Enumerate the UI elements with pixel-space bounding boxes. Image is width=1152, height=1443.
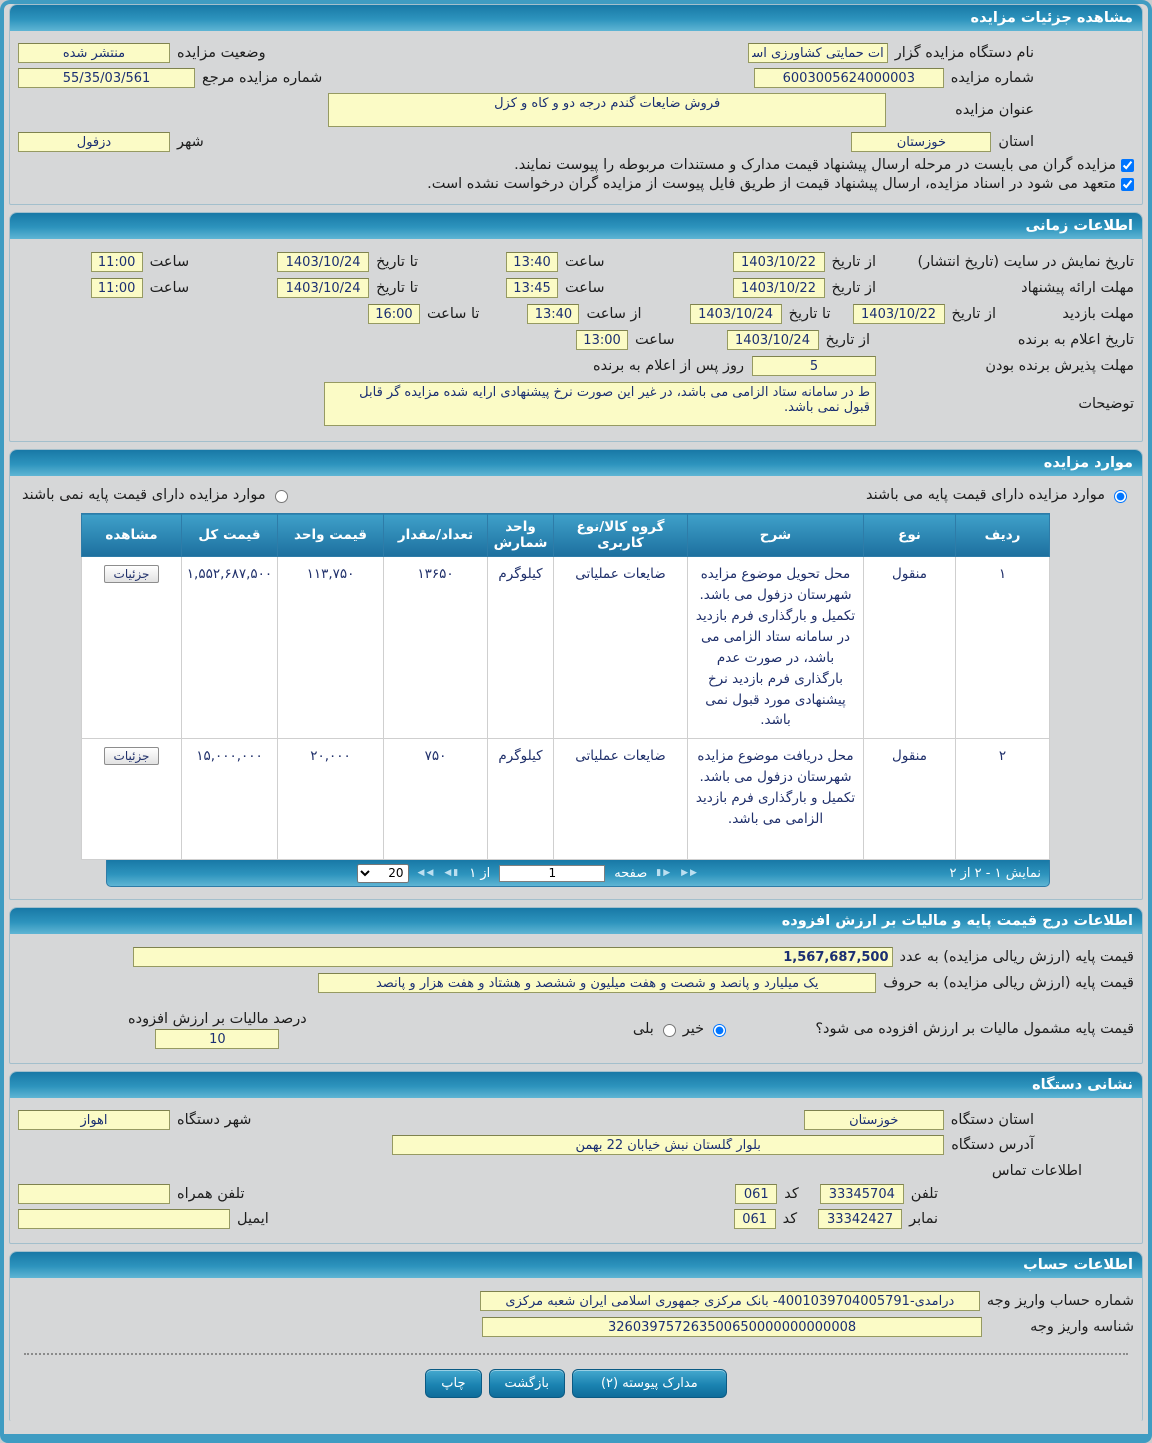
- time-info-title: اطلاعات زمانی: [10, 213, 1142, 239]
- vat-yes-radio[interactable]: [663, 1024, 676, 1037]
- vat-yes-label: بلی: [632, 1021, 654, 1038]
- col-desc: شرح: [688, 514, 864, 557]
- details-button[interactable]: جزئیات: [104, 747, 160, 765]
- pager-next-icon[interactable]: ▶▶: [681, 868, 699, 879]
- winner-announce-date-input[interactable]: [727, 330, 819, 350]
- auction-title-label: عنوان مزایده: [955, 102, 1034, 118]
- fax-label: نمابر: [909, 1211, 938, 1228]
- visit-to-date-input[interactable]: [690, 304, 782, 324]
- publish-to-hour-input[interactable]: [91, 252, 143, 272]
- items-table: [81, 513, 1050, 860]
- section-items: [9, 449, 1143, 900]
- org-address-input[interactable]: [392, 1135, 944, 1155]
- section-account: [9, 1251, 1143, 1421]
- contact-info-label: اطلاعات تماس: [991, 1163, 1082, 1180]
- base-price-words-label: قیمت پایه ‎)‎ارزش ریالی مزایده‎(‎ به حروف: [883, 975, 1134, 992]
- status-label: وضعیت مزایده: [177, 45, 266, 61]
- table-row: ۱ منقول محل تحویل موضوع مزایده شهرستان دزفول می باشد. تکمیل و بارگذاری فرم بازدید در سامانه ستاد الزامی می باشد، در صورت عدم بارگذاری فرم بازدید نرخ پیشنهادی مورد قبول نمی باشد. ضایعات عملیاتی کیلوگرم ۱۳۶۵۰ ۱۱۳,۷۵۰ ۱,۵۵۲,۶۸۷,۵۰۰ جزئیات: [82, 557, 1050, 739]
- vat-percent-input[interactable]: [155, 1029, 279, 1049]
- visit-to-hour-input[interactable]: [368, 304, 420, 324]
- city-input[interactable]: [18, 132, 170, 152]
- page-title: مشاهده جزئیات مزایده: [10, 5, 1142, 31]
- attach-docs-text: مزایده گران می بایست در مرحله ارسال پیشنهاد قیمت مدارک و مستندات مربوطه را پیوست نمایند.: [514, 157, 1116, 173]
- notes-textarea[interactable]: ط در سامانه ستاد الزامی می باشد، در غیر این صورت نرخ پیشنهادی ارایه شده مزایده گر قابل قبول نمی باشد.: [324, 382, 876, 426]
- col-type: نوع: [864, 514, 956, 557]
- no-file-offer-text: متعهد می شود در اسناد مزایده، ارسال پیشنهاد قیمت از طریق فایل پیوست از مزایده گران درخواست نشده است.: [427, 176, 1116, 192]
- col-group: گروه کالا/نوع کاربری: [554, 514, 688, 557]
- status-input[interactable]: [18, 43, 170, 63]
- email-input[interactable]: [18, 1209, 230, 1229]
- account-title: اطلاعات حساب: [10, 1252, 1142, 1278]
- mobile-label: تلفن همراه: [177, 1186, 245, 1203]
- publish-dates-label: تاریخ نمایش در سایت ‎)‎تاریخ انتشار‎(‎: [917, 254, 1134, 270]
- pager-of-label: از ۱: [469, 865, 491, 881]
- pager-page-input[interactable]: [499, 865, 605, 882]
- base-price-words-input[interactable]: [318, 973, 876, 993]
- fax-code-label: کد: [782, 1211, 798, 1228]
- table-row: ۲ منقول محل دریافت موضوع مزایده شهرستان دزفول می باشد. تکمیل و بارگذاری فرم بازدید الزامی می باشد. ضایعات عملیاتی کیلوگرم ۷۵۰ ۲۰,۰۰۰ ۱۵,۰۰۰,۰۰۰ جزئیات: [82, 739, 1050, 860]
- section-general: [9, 4, 1143, 205]
- deposit-id-label: شناسه واریز وجه: [1030, 1319, 1134, 1336]
- visit-deadline-label: مهلت بازدید: [1062, 306, 1134, 322]
- table-pager: [106, 860, 1050, 887]
- section-base-price: [9, 907, 1143, 1064]
- pager-showing-text: نمایش ۱ - ۲ از ۲: [949, 865, 1041, 881]
- has-base-price-radio[interactable]: [1114, 490, 1127, 503]
- offer-to-hour-input[interactable]: [91, 278, 143, 298]
- mobile-input[interactable]: [18, 1184, 170, 1204]
- visit-from-date-input[interactable]: [853, 304, 945, 324]
- org-address-label: آدرس دستگاه: [951, 1137, 1034, 1154]
- org-name-label: نام دستگاه مزایده گزار: [894, 45, 1034, 61]
- province-input[interactable]: [851, 132, 991, 152]
- org-name-input[interactable]: [748, 43, 888, 63]
- publish-from-date-input[interactable]: [733, 252, 825, 272]
- org-city-label: شهر دستگاه: [177, 1112, 252, 1129]
- org-province-input[interactable]: [804, 1110, 944, 1130]
- ref-number-label: شماره مزایده مرجع: [202, 70, 323, 86]
- email-label: ایمیل: [237, 1211, 269, 1228]
- province-label: استان: [998, 134, 1034, 150]
- pager-last-icon[interactable]: ▶▮: [656, 868, 673, 879]
- org-city-input[interactable]: [18, 1110, 170, 1130]
- winner-announce-label: تاریخ اعلام به برنده: [1017, 332, 1134, 348]
- fax-code-input[interactable]: [734, 1209, 776, 1229]
- items-title: موارد مزایده: [10, 450, 1142, 476]
- col-unit-price: قیمت واحد: [278, 514, 384, 557]
- vat-no-radio[interactable]: [713, 1024, 726, 1037]
- base-price-numeric-input[interactable]: [133, 947, 893, 967]
- auction-number-input[interactable]: [754, 68, 944, 88]
- page-size-select[interactable]: [357, 864, 409, 883]
- print-button[interactable]: چاپ: [425, 1369, 481, 1398]
- details-button[interactable]: جزئیات: [104, 565, 160, 583]
- phone-input[interactable]: [820, 1184, 904, 1204]
- fax-input[interactable]: [818, 1209, 902, 1229]
- address-title: نشانی دستگاه: [10, 1072, 1142, 1098]
- publish-from-hour-input[interactable]: [506, 252, 558, 272]
- vat-question-label: قیمت پایه مشمول مالیات بر ارزش افزوده می شود؟: [815, 1021, 1134, 1038]
- winner-announce-hour-input[interactable]: [576, 330, 628, 350]
- vat-percent-label: درصد مالیات بر ارزش افزوده: [128, 1011, 307, 1028]
- offer-from-date-input[interactable]: [733, 278, 825, 298]
- ref-number-input[interactable]: [18, 68, 195, 88]
- offer-from-hour-input[interactable]: [506, 278, 558, 298]
- col-view: مشاهده: [82, 514, 182, 557]
- auction-title-textarea[interactable]: فروش ضایعات گندم درجه دو و کاه و کزل: [328, 93, 886, 127]
- publish-to-date-input[interactable]: [277, 252, 369, 272]
- pager-first-icon[interactable]: ◀◀: [417, 868, 436, 879]
- visit-from-hour-input[interactable]: [527, 304, 579, 324]
- items-table-wrap: [106, 513, 1050, 860]
- pager-page-label: صفحه: [614, 865, 648, 881]
- section-time-info: اطلاعات زمانی تاریخ نمایش در سایت ‎)‎تاریخ انتشار‎(‎ از تاریخ 1403/10/22 ساعت 13:40 تا تاریخ 1403/10/24 ساعت 11:00 مهلت ارائه پیشنهاد از تاریخ 1403/10/22 ساعت 13:45 تا تاریخ 1403/10/24 ساعت 11:00 مهلت بازدید از تاریخ 1403/10/22 تا تاریخ 1403/10/24 از ساعت 13:40 تا ساعت 16:00 تاریخ اعلام به برنده از تاریخ 1403/10/24 ساعت 13:00 مهلت پذیرش برنده بودن 5 روز پس از اعلام به برنده توضیحات ط در سامانه ستاد الزامی می باشد، در غیر این صورت نرخ پیشنهادی ارایه شده مزایده گر قابل قبول نمی باشد.: [9, 212, 1143, 442]
- base-price-numeric-label: قیمت پایه ‎)‎ارزش ریالی مزایده‎(‎ به عدد: [899, 949, 1134, 966]
- pager-prev-icon[interactable]: ▮◀: [444, 868, 461, 879]
- deposit-id-input[interactable]: [482, 1317, 982, 1337]
- winner-accept-suffix: روز پس از اعلام به برنده: [592, 358, 744, 374]
- auction-number-label: شماره مزایده: [950, 70, 1034, 86]
- phone-label: تلفن: [910, 1186, 938, 1203]
- city-label: شهر: [177, 134, 204, 150]
- no-base-price-radio[interactable]: [275, 490, 288, 503]
- divider: [24, 1353, 1128, 1355]
- winner-accept-label: مهلت پذیرش برنده بودن: [985, 358, 1134, 374]
- offer-to-date-input[interactable]: [277, 278, 369, 298]
- winner-accept-days-input[interactable]: [752, 356, 876, 376]
- phone-code-input[interactable]: [735, 1184, 777, 1204]
- notes-label: توضیحات: [1078, 396, 1134, 412]
- section-address: [9, 1071, 1143, 1244]
- back-button[interactable]: بازگشت: [489, 1369, 565, 1398]
- offer-deadline-label: مهلت ارائه پیشنهاد: [1021, 280, 1134, 296]
- phone-code-label: کد: [784, 1186, 799, 1203]
- attach-docs-checkbox[interactable]: [1121, 159, 1134, 172]
- base-price-title: اطلاعات درج قیمت پایه و مالیات بر ارزش افزوده: [10, 908, 1142, 934]
- col-unit: واحد شمارش: [488, 514, 554, 557]
- has-base-price-label: موارد مزایده دارای قیمت پایه می باشند: [866, 487, 1105, 503]
- no-base-price-label: موارد مزایده دارای قیمت پایه نمی باشند: [22, 487, 266, 503]
- no-file-offer-checkbox[interactable]: [1121, 178, 1134, 191]
- vat-no-label: خیر: [682, 1021, 705, 1038]
- col-total-price: قیمت کل: [182, 514, 278, 557]
- org-province-label: استان دستگاه: [950, 1112, 1034, 1129]
- attached-documents-button[interactable]: مدارک پیوسته (۲): [572, 1369, 727, 1398]
- col-row: ردیف: [956, 514, 1050, 557]
- deposit-account-label: شماره حساب واریز وجه: [986, 1293, 1134, 1310]
- col-qty: تعداد/مقدار: [384, 514, 488, 557]
- deposit-account-input[interactable]: [480, 1291, 980, 1311]
